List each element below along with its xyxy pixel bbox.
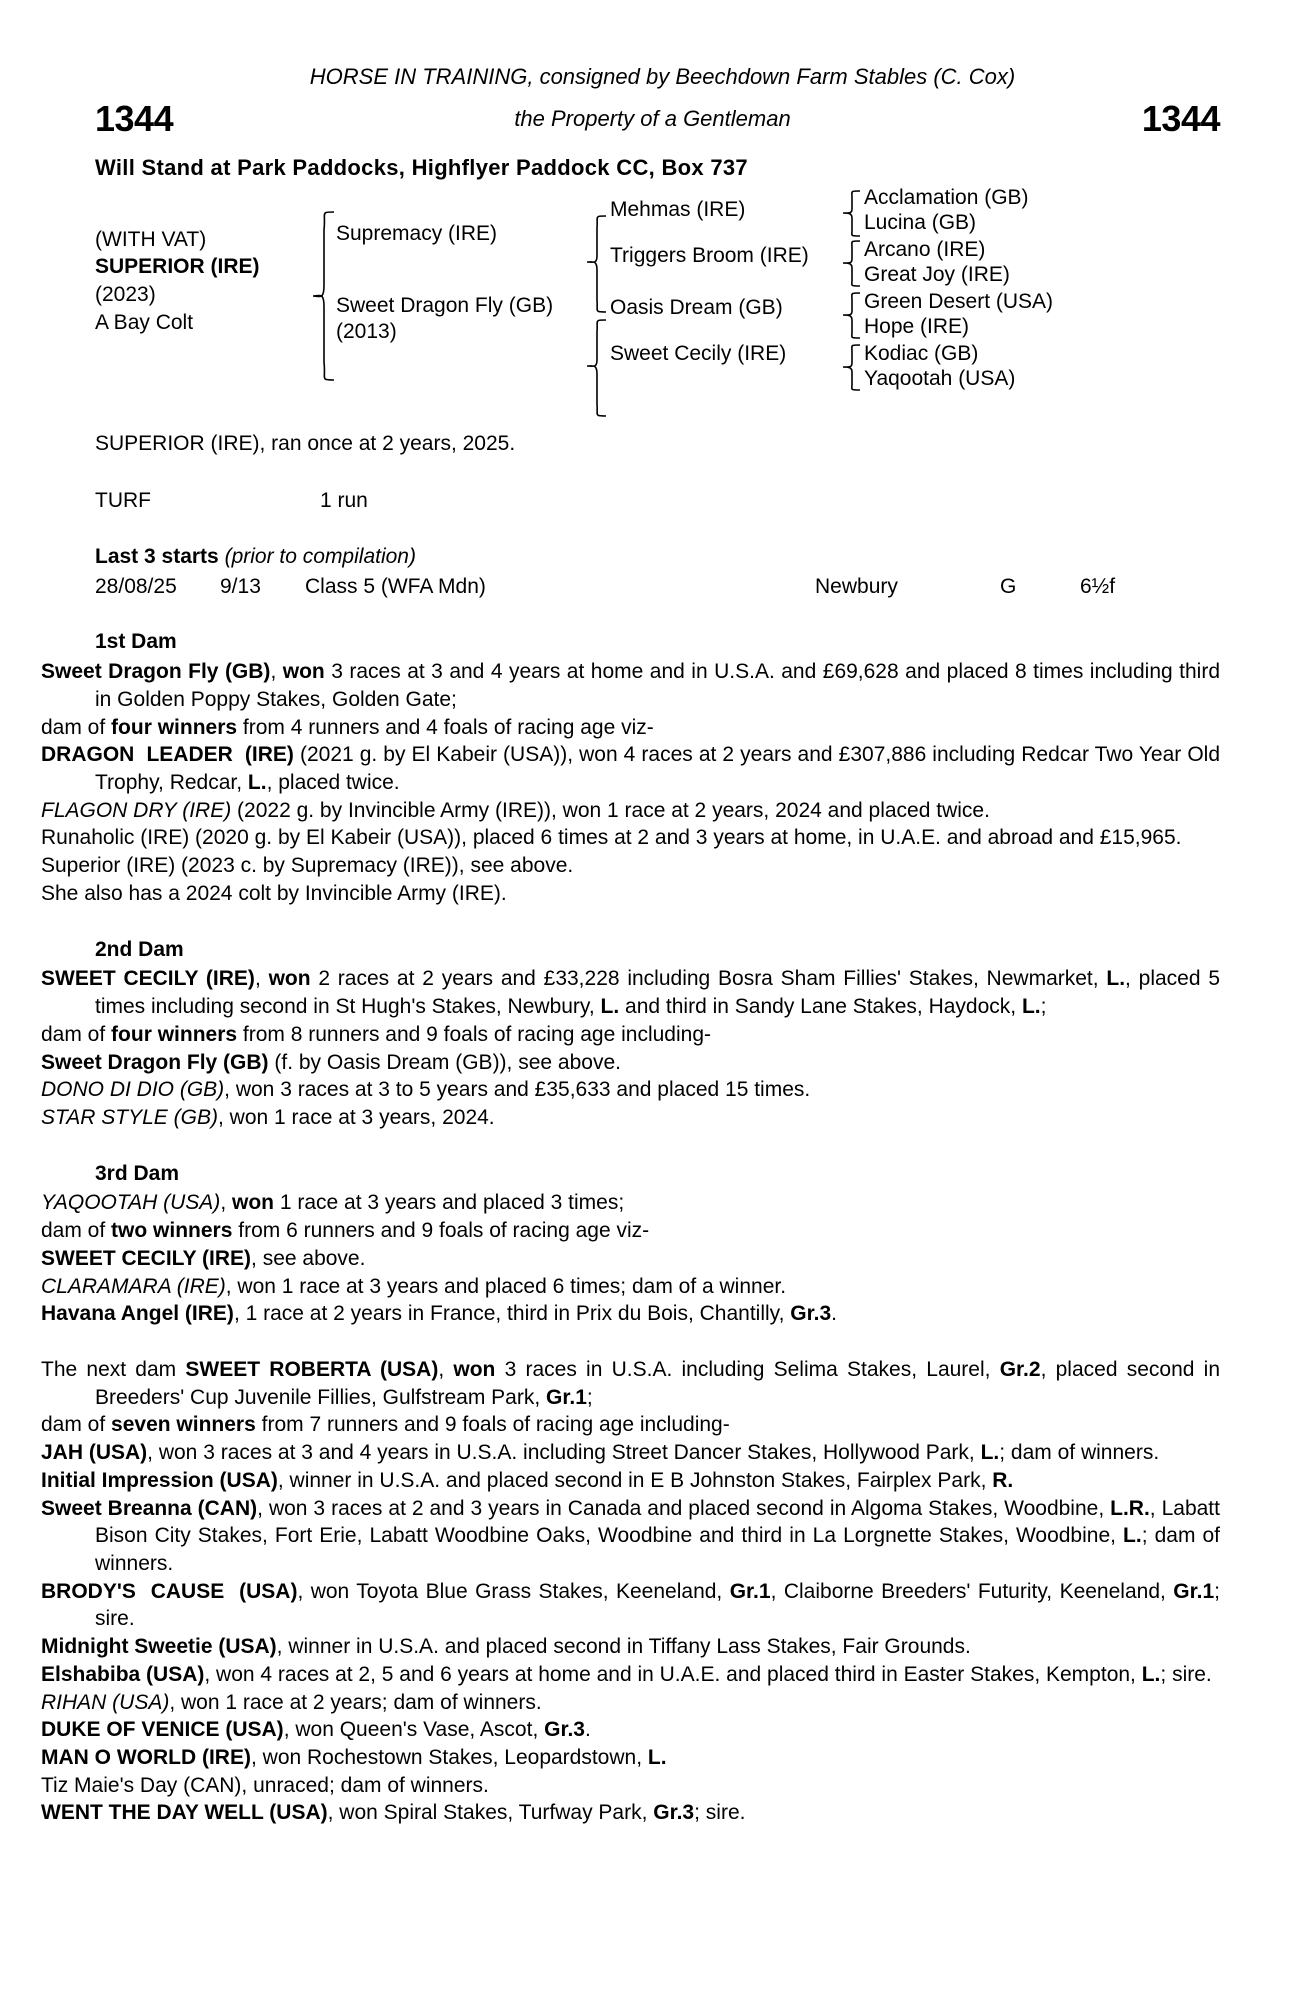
pedigree-note-line: BRODY'S CAUSE (USA), won Toyota Blue Grass Stakes, Keeneland, Gr.1, Claiborne Breeders' Futurity, Keeneland, Gr.1; sire.: [41, 1579, 1220, 1631]
dam-year: (2013): [336, 319, 397, 343]
first-dam-heading: 1st Dam: [95, 630, 177, 654]
first-dam-section: [41, 628, 1220, 907]
brace-g3-3: [840, 290, 862, 342]
lot-number-right: 1344: [1141, 98, 1220, 140]
race-going: G: [1000, 574, 1017, 598]
pedigree-note-line: dam of four winners from 8 runners and 9 foals of racing age including-: [41, 1022, 711, 1046]
g4-7: Kodiac (GB): [864, 341, 979, 365]
last-starts-title: [95, 543, 1220, 571]
pedigree-note-line: Sweet Breanna (CAN), won 3 races at 2 and 3 years in Canada and placed second in Algoma Stakes, Woodbine, L.R., Labatt Bison City Stakes, Fort Erie, Labatt Woodbine Oaks, Woodbine and third in La Lorgnette Stakes, Woodbine, L.; dam of winners.: [41, 1496, 1221, 1576]
pedigree-note-line: She also has a 2024 colt by Invincible Army (IRE).: [41, 881, 507, 905]
second-dam-section: [41, 936, 1221, 1132]
sire-name: Supremacy (IRE): [336, 221, 498, 245]
sire-sire: Mehmas (IRE): [610, 197, 746, 221]
pedigree-note-line: DUKE OF VENICE (USA), won Queen's Vase, Ascot, Gr.3.: [41, 1718, 591, 1742]
table-row: [95, 573, 1220, 601]
brace-generation-2-group: [584, 190, 610, 400]
form-summary: [95, 487, 1220, 515]
pedigree-note-line: Runaholic (IRE) (2020 g. by El Kabeir (USA)), placed 6 times at 2 and 3 years at home, in U.A.E. and abroad and £15,965.: [41, 826, 1182, 850]
third-dam-body: [41, 1189, 1220, 1328]
race-class: Class 5 (WFA Mdn): [305, 574, 486, 598]
brace-g3-4: [840, 342, 862, 394]
g4-2: Lucina (GB): [864, 210, 977, 234]
brace-generation-3-group: [840, 190, 864, 400]
pedigree-note-line: Havana Angel (IRE), 1 race at 2 years in France, third in Prix du Bois, Chantilly, Gr.3.: [41, 1302, 838, 1326]
pedigree-note-line: FLAGON DRY (IRE) (2022 g. by Invincible Army (IRE)), won 1 race at 2 years, 2024 and placed twice.: [41, 798, 990, 822]
foaling-year: (2023): [95, 283, 156, 307]
pedigree-chart: [95, 185, 1220, 400]
sire-dam: Triggers Broom (IRE): [610, 243, 809, 267]
race-position: 9/13: [220, 574, 261, 598]
third-dam-heading: 3rd Dam: [95, 1161, 180, 1185]
pedigree-note-line: Sweet Dragon Fly (GB), won 3 races at 3 and 4 years at home and in U.S.A. and £69,628 and placed 8 times including third in Golden Poppy Stakes, Golden Gate;: [41, 660, 1220, 711]
consignor-line: HORSE IN TRAINING, consigned by Beechdown Farm Stables (C. Cox): [309, 64, 1016, 89]
pedigree-note-line: MAN O WORLD (IRE), won Rochestown Stakes, Leopardstown, L.: [41, 1746, 667, 1770]
dam-sire: Oasis Dream (GB): [610, 295, 783, 319]
second-dam-body: [41, 965, 1221, 1131]
g4-8: Yaqootah (USA): [864, 366, 1016, 390]
race-distance: 6½f: [1080, 574, 1116, 598]
lot-header-row: [95, 95, 1220, 143]
surface-label: TURF: [95, 489, 151, 513]
vat-note: (WITH VAT): [95, 227, 207, 251]
pedigree-note-line: YAQOOTAH (USA), won 1 race at 3 years and placed 3 times;: [41, 1191, 625, 1215]
pedigree-note-line: dam of four winners from 4 runners and 4 foals of racing age viz-: [41, 715, 654, 739]
pedigree-note-line: Superior (IRE) (2023 c. by Supremacy (IRE)), see above.: [41, 854, 574, 878]
third-dam-section: [41, 1160, 1220, 1328]
horse-description: A Bay Colt: [95, 310, 194, 334]
pedigree-note-line: DRAGON LEADER (IRE) (2021 g. by El Kabeir (USA)), won 4 races at 2 years and £307,886 including Redcar Two Year Old Trophy, Redcar, L., placed twice.: [41, 743, 1220, 795]
brace-dam: [584, 316, 608, 420]
g4-3: Arcano (IRE): [864, 237, 986, 261]
horse-name: SUPERIOR (IRE): [95, 255, 260, 279]
lot-number-left: 1344: [95, 98, 174, 140]
race-summary: SUPERIOR (IRE), ran once at 2 years, 2025.: [95, 431, 516, 455]
pedigree-note-line: Sweet Dragon Fly (GB) (f. by Oasis Dream (GB)), see above.: [41, 1050, 621, 1074]
next-dam-body: [41, 1356, 1221, 1827]
pedigree-note-line: SWEET CECILY (IRE), won 2 races at 2 years and £33,228 including Bosra Sham Fillies' Stakes, Newmarket, L., placed 5 times including second in St Hugh's Stakes, Newbury, L. and third in Sandy Lane Stakes, Haydock, L.;: [41, 967, 1221, 1019]
dam-name: Sweet Dragon Fly (GB): [336, 293, 554, 317]
g4-6: Hope (IRE): [864, 314, 970, 338]
pedigree-note-line: Tiz Maie's Day (CAN), unraced; dam of winners.: [41, 1773, 489, 1797]
pedigree-note-line: CLARAMARA (IRE), won 1 race at 3 years and placed 6 times; dam of a winner.: [41, 1274, 787, 1298]
pedigree-subject: [95, 190, 310, 400]
pedigree-note-line: Midnight Sweetie (USA), winner in U.S.A. and placed second in Tiffany Lass Stakes, Fair Grounds.: [41, 1635, 971, 1659]
pedigree-note-line: dam of seven winners from 7 runners and 9 foals of racing age including-: [41, 1413, 730, 1437]
pedigree-note-line: Elshabiba (USA), won 4 races at 2, 5 and 6 years at home and in U.A.E. and placed third in Easter Stakes, Kempton, L.; sire.: [41, 1662, 1212, 1686]
pedigree-note-line: dam of two winners from 6 runners and 9 foals of racing age viz-: [41, 1219, 650, 1243]
g4-4: Great Joy (IRE): [864, 262, 1010, 286]
brace-generation-1: [310, 190, 336, 400]
pedigree-note-line: DONO DI DIO (GB), won 3 races at 3 to 5 years and £35,633 and placed 15 times.: [41, 1078, 811, 1102]
pedigree-note-line: RIHAN (USA), won 1 race at 2 years; dam of winners.: [41, 1690, 542, 1714]
g4-1: Acclamation (GB): [864, 185, 1029, 209]
pedigree-note-line: STAR STYLE (GB), won 1 race at 3 years, 2024.: [41, 1105, 495, 1129]
race-date: 28/08/25: [95, 574, 177, 598]
last-starts-label: Last 3 starts: [95, 545, 219, 569]
dam-dam: Sweet Cecily (IRE): [610, 341, 787, 365]
first-dam-body: [41, 658, 1220, 907]
pedigree-note-line: WENT THE DAY WELL (USA), won Spiral Stakes, Turfway Park, Gr.3; sire.: [41, 1801, 746, 1825]
brace-g3-2: [840, 238, 862, 290]
generation-3: [610, 190, 840, 400]
second-dam-heading: 2nd Dam: [95, 937, 184, 961]
pedigree-note-line: The next dam SWEET ROBERTA (USA), won 3 races in U.S.A. including Selima Stakes, Laurel, Gr.2, placed second in Breeders' Cup Juvenile Fillies, Gulfstream Park, Gr.1;: [41, 1357, 1221, 1409]
g4-5: Green Desert (USA): [864, 289, 1054, 313]
stand-location: Will Stand at Park Paddocks, Highflyer Paddock CC, Box 737: [95, 154, 748, 180]
runs-count: 1 run: [320, 489, 368, 513]
last-starts-subtitle: (prior to compilation): [224, 545, 416, 569]
pedigree-note-line: SWEET CECILY (IRE), see above.: [41, 1246, 366, 1270]
property-line: the Property of a Gentleman: [514, 106, 791, 132]
brace-g3-1: [840, 188, 862, 240]
last-starts-section: [95, 543, 1220, 600]
generation-4: [864, 185, 1220, 400]
pedigree-note-line: Initial Impression (USA), winner in U.S.A. and placed second in E B Johnston Stakes, Fairplex Park, R.: [41, 1468, 1014, 1492]
pedigree-note-line: JAH (USA), won 3 races at 3 and 4 years in U.S.A. including Street Dancer Stakes, Hollywood Park, L.; dam of winners.: [41, 1441, 1160, 1465]
race-course: Newbury: [815, 574, 898, 598]
brace-sire: [584, 212, 608, 316]
generation-2: [336, 190, 584, 400]
next-dam-section: [41, 1356, 1221, 1827]
